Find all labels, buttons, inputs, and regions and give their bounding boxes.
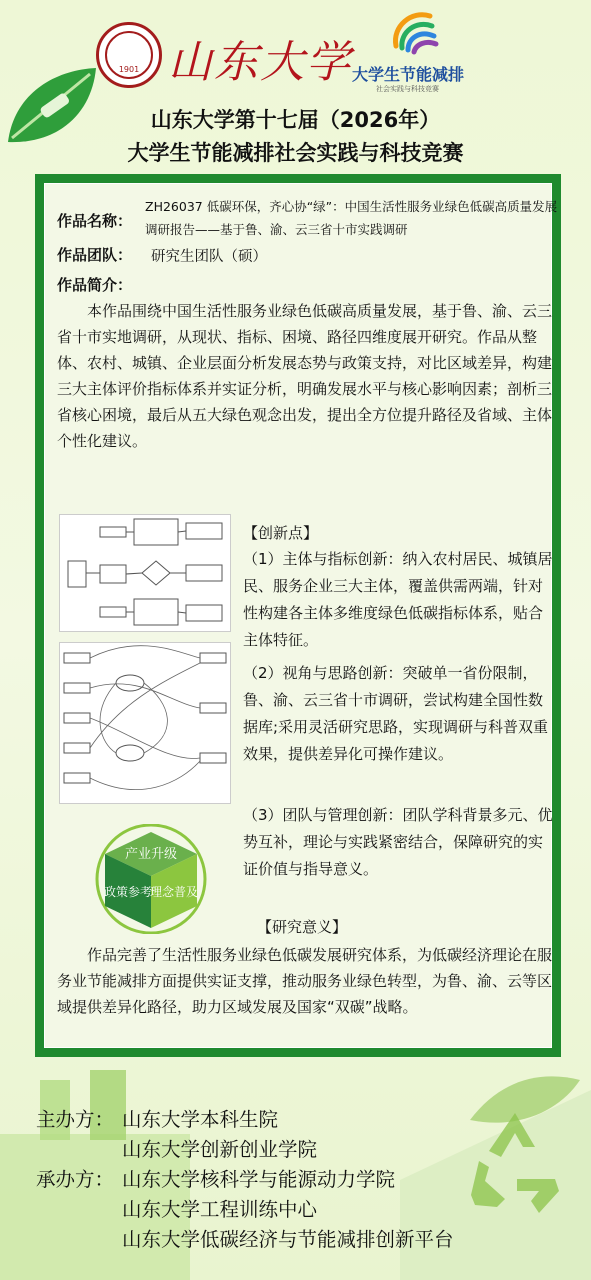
brand-title: 大学生节能减排	[352, 65, 465, 84]
cube-face-industry: 产业升级	[124, 847, 178, 862]
competition-logo-icon	[388, 6, 444, 60]
entry-name-value: ZH26037 低碳环保，齐心协“绿”：中国生活性服务业绿色低碳高质量发展调研报告——基于鲁、渝、云三省十市实践调研	[145, 199, 558, 237]
sdu-logo-year: 1901	[118, 65, 140, 74]
entry-team-value: 研究生团队（硕）	[151, 249, 267, 265]
innovation-item-1: （1）主体与指标创新：纳入农村居民、城镇居民、服务企业三大主体，覆盖供需两端，针对性构建各主体多维度绿色低碳指标体系，贴合主体特征。	[243, 550, 553, 649]
cube-face-policy: 政策参考	[103, 885, 153, 899]
research-framework-diagram	[59, 514, 231, 632]
cube-face-concept: 理念普及	[149, 885, 199, 899]
co-organizer-label: 承办方：	[36, 1168, 115, 1191]
significance-text: 作品完善了生活性服务业绿色低碳发展研究体系，为低碳经济理论在服务业节能减排方面提供实证支撑，推动服务业绿色转型，为鲁、渝、云等区域提供差异化路径，助力区域发展及国家“双碳”战略。	[57, 946, 553, 1016]
significance-heading: 【研究意义】	[256, 918, 347, 936]
host-label: 主办方：	[36, 1108, 115, 1131]
page-title-line1: 山东大学第十七届（2026年）	[150, 108, 441, 132]
structural-equation-model-diagram	[59, 642, 231, 804]
entry-team-label: 作品团队：	[57, 246, 133, 264]
innovation-heading: 【创新点】	[243, 524, 319, 542]
host-org-2: 山东大学创新创业学院	[122, 1138, 318, 1161]
innovation-item-3: （3）团队与管理创新：团队学科背景多元、优势互补，理论与实践紧密结合，保障研究的实证价值与指导意义。	[243, 806, 553, 878]
entry-name-label: 作品名称：	[57, 212, 133, 230]
co-organizer-3: 山东大学低碳经济与节能减排创新平台	[122, 1228, 454, 1251]
innovation-item-2: （2）视角与思路创新：突破单一省份限制，鲁、渝、云三省十市调研，尝试构建全国性数据库;采用灵活研究思路，实现调研与科普双重效果，提供差异化可操作建议。	[243, 664, 549, 763]
brand-subtitle: 社会实践与科技竞赛	[376, 85, 439, 93]
host-org-1: 山东大学本科生院	[122, 1108, 279, 1131]
entry-intro-text: 本作品围绕中国生活性服务业绿色低碳高质量发展，基于鲁、渝、云三省十市实地调研，从现状、指标、困境、路径四维度展开研究。作品从整体、农村、城镇、企业层面分析发展态势与政策支持，对比区域差异，构建三大主体评价指标体系并实证分析，明确发展水平与核心影响因素；剖析三省核心困境，最后从五大绿色观念出发，提出全方位提升路径及省域、主体个性化建议。	[57, 302, 553, 450]
co-organizer-1: 山东大学核科学与能源动力学院	[122, 1168, 396, 1191]
sdu-logo	[96, 22, 162, 88]
recycle-icon	[455, 1103, 575, 1223]
co-organizer-2: 山东大学工程训练中心	[122, 1198, 318, 1221]
sdu-name-calligraphy: 山东大学	[168, 37, 352, 88]
page-title-line2: 大学生节能减排社会实践与科技竞赛	[127, 141, 464, 165]
entry-intro-label: 作品简介：	[57, 276, 133, 294]
entry-card	[35, 174, 561, 1057]
